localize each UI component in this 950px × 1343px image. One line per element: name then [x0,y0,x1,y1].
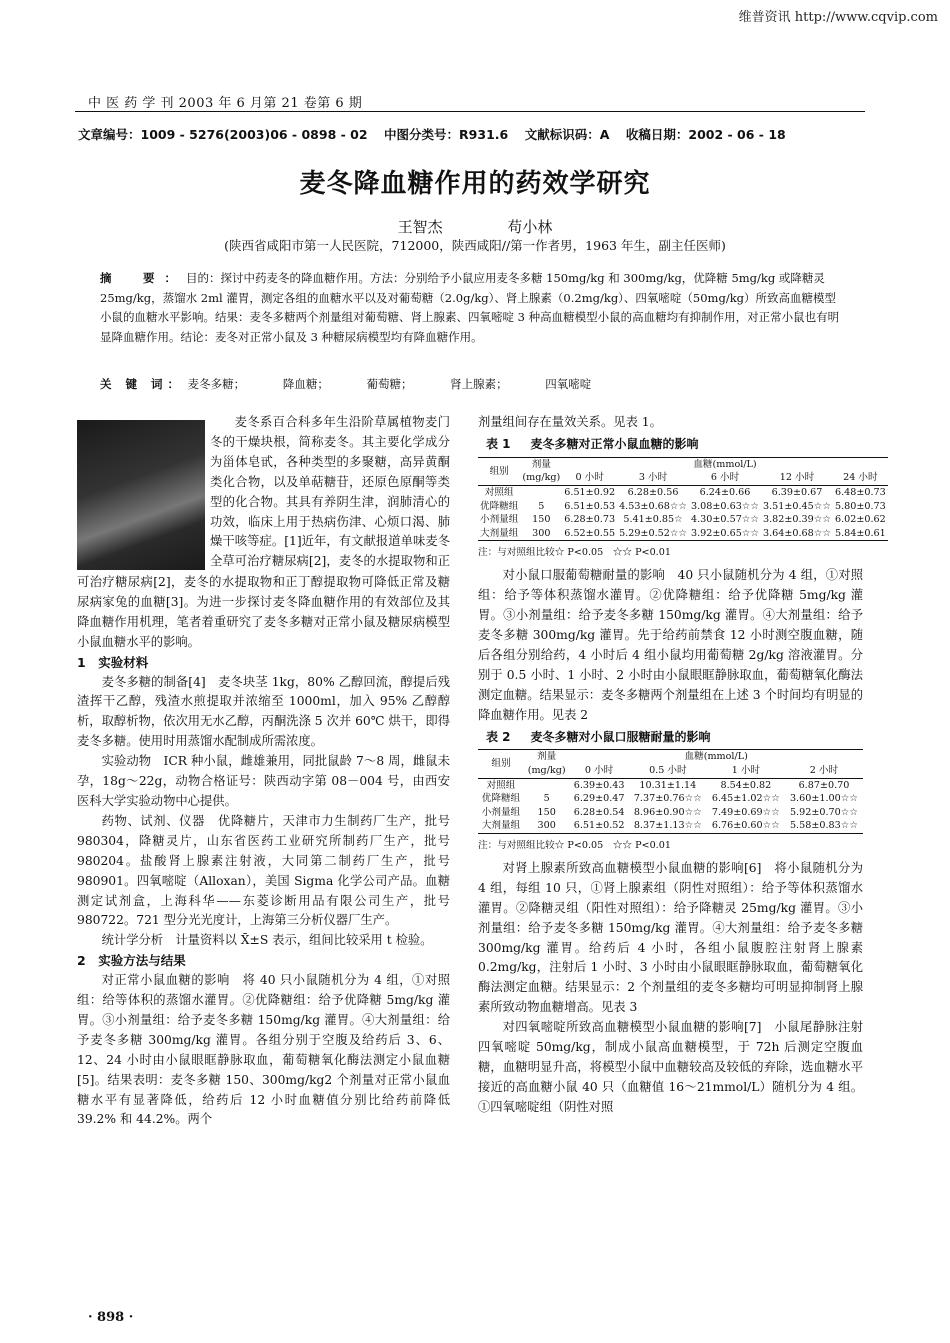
keyword: 麦冬多糖； [187,377,246,391]
affiliation: (陕西省咸阳市第一人民医院，712000，陕西咸阳//第一作者男，1963 年生，副主任医师) [224,238,726,253]
value-cell: 5.58±0.83☆☆ [785,819,863,833]
article-number: 文章编号：1009 - 5276(2003)06 - 0898 - 02 [78,127,368,142]
keywords-label: 关 键 词： [100,377,185,391]
author: 王智杰 [397,218,443,236]
col-header-glucose: 血糖(mmol/L) [569,750,863,764]
group-cell: 对照组 [478,486,520,500]
value-cell: 3.92±0.65☆☆ [689,527,761,541]
section-heading: 1 实验材料 [77,654,149,670]
value-cell: 8.54±0.82 [707,778,785,792]
value-cell: 6.51±0.53 [564,500,616,512]
value-cell: 6.51±0.92 [564,487,616,498]
dose-cell: 150 [532,514,551,526]
journal-header: 中 医 药 学 刊 2003 年 6 月第 21 卷第 6 期 [88,96,363,111]
table-row [478,806,863,820]
body-paragraph: 剂量组间存在量效关系。见表 1。 [478,415,662,429]
body-paragraph: 对正常小鼠血糖的影响 将 40 只小鼠随机分为 4 组，①对照组：给等体积的蒸馏水灌胃。②优降糖组：给予优降糖 5mg/kg 灌胃。③小剂量组：给予麦冬多糖 150mg/kg 灌胃。④大剂量组：给予麦冬多糖 300mg/kg 灌胃。各组分别于空腹及给药后 3、6、12、24 小时由小鼠眼眶静脉取血，葡萄糖氧化酶法测定小鼠血糖[5]。结果表明：麦冬多糖 150、300mg/kg2 个剂量对正常小鼠血糖水平有显著降低，给药后 12 小时血糖值分别比给药前降低 39.2% 和 44.2%。两个 [77,973,450,1127]
body-paragraph: 对四氧嘧啶所致高血糖模型小鼠血糖的影响[7] 小鼠尾静脉注射四氧嘧啶 50mg/kg，制成小鼠高血糖模型，于 72h 后测定空腹血糖，血糖明显升高，将模型小鼠中血糖较高及较低的弃除，选血糖水平接近的高血糖小鼠 40 只（血糖值 16～21mmol/L）随机分为 4 组。①四氧嘧啶组（阴性对照 [478,1020,863,1114]
clc-number: 中图分类号：R931.6 [384,127,509,142]
value-cell: 6.52±0.55 [562,527,617,541]
table-row [478,500,888,514]
body-paragraph: 统计学分析 计量资料以 X̄±S 表示，组间比较采用 t 检验。 [101,933,433,948]
table-row [478,819,863,833]
table-title: 麦冬多糖对正常小鼠血糖的影响 [530,436,699,451]
table-row [478,527,888,541]
value-cell: 6.87±0.70 [785,778,863,792]
col-header-time: 6 小时 [710,472,740,484]
left-column [77,573,450,1130]
value-cell: 6.24±0.66 [689,486,761,500]
value-cell: 6.39±0.43 [569,778,628,792]
table-row [478,778,863,792]
abstract [100,269,845,347]
col-header-unit: (mg/kg) [522,472,561,484]
col-header-group: 组别 [478,750,524,778]
keyword: 降血糖； [282,377,329,391]
col-header-dose: 剂量 [524,750,569,764]
intro-continued: 可治疗糖尿病[2]，麦冬的水提取物和正丁醇提取物可降低正常及糖尿病家兔的血糖[3]。为进一步探讨麦冬降血糖作用的有效部位及其降血糖作用机理，笔者着重研究了麦冬多糖对正常小鼠及糖尿病模型小鼠血糖水平的影响。 [77,575,450,649]
dose-cell: 5 [538,500,545,512]
col-header-time: 0.5 小时 [649,765,687,777]
header-rule [75,111,865,112]
value-cell: 6.76±0.60☆☆ [707,819,785,833]
col-header-time: 1 小时 [731,765,761,777]
intro-wrap [210,413,450,571]
group-cell: 小剂量组 [481,806,521,818]
dose-cell: 300 [520,527,562,541]
document-code: 文献标识码：A [524,127,610,142]
author-list [0,216,950,237]
article-meta [78,125,786,143]
page-number: · 898 · [88,1310,134,1325]
received-date: 收稿日期：2002 - 06 - 18 [625,127,786,142]
table-1-caption [478,435,863,455]
col-header-time: 3 小时 [638,472,668,484]
group-cell: 小剂量组 [480,514,519,526]
value-cell: 8.37±1.13☆☆ [629,819,707,833]
intro-paragraph: 麦冬系百合科多年生沿阶草属植物麦门冬的干燥块根，简称麦冬。其主要化学成分为甾体皂甙，各种类型的多聚糖，高异黄酮类化合物，以及单萜糖苷，还原色原酮等类型的化合物。其具有养阴生津，润肺清心的功效，临床上用于热病伤津、心烦口渴、肺燥干咳等症。[1]近年，有文献报道单味麦冬全草可治疗糖尿病[2]，麦冬的水提取物和正 [210,415,450,569]
right-column [478,413,886,1118]
body-paragraph: 实验动物 ICR 种小鼠，雌雄兼用，同批鼠龄 7～8 周，雌鼠未孕，18g～22g，动物合格证号：陕西动字第 08－004 号，由西安医科大学实验动物中心提供。 [77,754,450,808]
table-row [478,513,888,527]
dose-cell [520,486,562,500]
table-row [478,792,863,806]
value-cell: 4.53±0.68☆☆ [619,500,688,512]
value-cell: 6.02±0.62 [834,514,886,526]
keyword: 四氧嘧啶 [545,377,592,391]
table-title: 麦冬多糖对小鼠口服糖耐量的影响 [530,729,711,744]
group-cell: 大剂量组 [478,819,524,833]
keyword: 肾上腺素； [450,377,508,391]
col-header-group: 组别 [478,457,520,485]
value-cell: 5.92±0.70☆☆ [789,806,858,818]
abstract-text: 目的：探讨中药麦冬的降血糖作用。方法：分别给予小鼠应用麦冬多糖 150mg/kg 和 300mg/kg，优降糖 5mg/kg 或降糖灵 25mg/kg，蒸馏水 2ml 灌胃，测定各组的血糖水平以及对葡萄糖（2.0g/kg）、肾上腺素（0.2mg/kg）、四氧嘧啶（50mg/kg）所致高血糖模型小鼠的血糖水平影响。结果：麦冬多糖两个剂量组对葡萄糖、肾上腺素、四氧嘧啶 3 种高血糖模型小鼠的高血糖均有抑制作用，对正常小鼠也有明显降血糖作用。结论：麦冬对正常小鼠及 3 种糖尿病模型均有降血糖作用。 [100,271,840,344]
value-cell: 6.28±0.73 [564,514,616,526]
group-cell: 优降糖组 [481,793,521,805]
body-paragraph: 对肾上腺素所致高血糖模型小鼠血糖的影响[6] 将小鼠随机分为 4 组，每组 10 只，①肾上腺素组（阴性对照组）：给予等体积蒸馏水灌胃。②降糖灵组（阳性对照组）：给予降糖灵 25mg/kg 灌胃。③小剂量组：给予麦冬多糖 150mg/kg 灌胃。④大剂量组：给予麦冬多糖 300mg/kg 灌胃。给药后 4 小时，各组小鼠腹腔注射肾上腺素 0.2mg/kg，注射后 1 小时、3 小时由小鼠眼眶静脉取血，葡萄糖氧化酶法测定血糖。结果显示：2 个剂量组的麦冬多糖均可明显抑制肾上腺素所致动物血糖增高。见表 3 [478,860,863,1015]
col-header-glucose: 血糖(mmol/L) [562,457,887,471]
col-header-time: 0 小时 [584,765,614,777]
value-cell: 7.37±0.76☆☆ [633,793,702,805]
herb-photo [77,420,205,570]
keyword: 葡萄糖； [366,377,413,391]
col-header-unit: (mg/kg) [527,765,566,777]
table-2-note: 注：与对照组比较☆ P<0.05 ☆☆ P<0.01 [478,840,671,851]
table-2-caption [478,728,863,748]
table-1 [478,457,888,542]
table-number: 表 1 [486,436,511,451]
value-cell: 3.64±0.68☆☆ [761,527,833,541]
value-cell: 6.28±0.56 [617,486,689,500]
table-number: 表 2 [486,729,511,744]
value-cell: 3.08±0.63☆☆ [691,500,759,512]
value-cell: 6.45±1.02☆☆ [711,793,780,805]
value-cell: 6.51±0.52 [569,819,628,833]
value-cell: 5.29±0.52☆☆ [617,527,689,541]
table-row [478,486,888,500]
author: 苟小林 [507,218,553,236]
table-2 [478,749,863,834]
value-cell: 4.30±0.57☆☆ [691,514,759,526]
value-cell: 3.60±1.00☆☆ [789,793,858,805]
group-cell: 优降糖组 [480,500,519,512]
section-heading: 2 实验方法与结果 [77,953,186,969]
value-cell: 3.82±0.39☆☆ [763,514,831,526]
watermark: 维普资讯 http://www.cqvip.com [738,10,938,25]
dose-cell: 5 [543,793,550,805]
dose-cell: 300 [524,819,569,833]
value-cell: 6.48±0.73 [834,487,886,498]
value-cell: 7.49±0.69☆☆ [711,806,780,818]
dose-cell [524,778,569,792]
value-cell: 5.84±0.61 [833,527,888,541]
group-cell: 对照组 [478,778,524,792]
dose-cell: 150 [537,806,556,818]
col-header-time: 12 小时 [779,472,815,484]
abstract-label: 摘 要： [100,271,186,285]
paper-title: 麦冬降血糖作用的药效学研究 [299,169,651,199]
value-cell: 10.31±1.14 [629,778,707,792]
value-cell: 6.29±0.47 [573,793,625,805]
col-header-dose: 剂量 [520,457,562,471]
col-header-time: 2 小时 [809,765,839,777]
col-header-time: 24 小时 [843,472,878,484]
table-1-note: 注：与对照组比较☆ P<0.05 ☆☆ P<0.01 [478,547,671,559]
value-cell: 5.41±0.85☆ [623,514,683,526]
value-cell: 6.39±0.67 [761,486,833,500]
value-cell: 3.51±0.45☆☆ [763,500,831,512]
keywords [100,376,845,392]
body-paragraph: 麦冬多糖的制备[4] 麦冬块茎 1kg，80% 乙醇回流，醇提后残渣挥干乙醇，残渣水煎提取并浓缩至 1000ml，加入 95% 乙醇醇析，取醇析物，依次用无水乙醇，丙酮洗涤 5 次并 60℃ 烘干，即得麦冬多糖。使用时用蒸馏水配制成所需浓度。 [77,674,450,749]
body-paragraph: 药物、试剂、仪器 优降糖片，天津市力生制药厂生产，批号 980304，降糖灵片，山东省医药工业研究所制药厂生产，批号 980204。盐酸肾上腺素注射液，大同第二制药厂生产，批号 980901。四氧嘧啶（Alloxan），美国 Sigma 化学公司产品。血糖测定试剂盒，上海科华——东菱诊断用品有限公司生产，批号 980722。721 型分光光度计，上海第三分析仪器厂生产。 [77,813,450,928]
col-header-time: 0 小时 [575,472,604,484]
value-cell: 6.28±0.54 [573,806,625,818]
value-cell: 8.96±0.90☆☆ [633,806,702,818]
group-cell: 大剂量组 [478,527,520,541]
body-paragraph: 对小鼠口服葡萄糖耐量的影响 40 只小鼠随机分为 4 组，①对照组：给予等体积蒸馏水灌胃。②优降糖组：给予优降糖 5mg/kg 灌胃。③小剂量组：给予麦冬多糖 150mg/kg 灌胃。④大剂量组：给予麦冬多糖 300mg/kg 灌胃。先于给药前禁食 12 小时测空腹血糖，随后各组分别给药，4 小时后 4 组小鼠均用葡萄糖 2g/kg 溶液灌胃。分别于 0.5 小时、1 小时、2 小时由小鼠眼眶静脉取血，葡萄糖氧化酶法测定血糖。结果显示：麦冬多糖两个剂量组在上述 3 个时间均有明显的降血糖作用。见表 2 [478,568,863,722]
value-cell: 5.80±0.73 [834,500,886,512]
